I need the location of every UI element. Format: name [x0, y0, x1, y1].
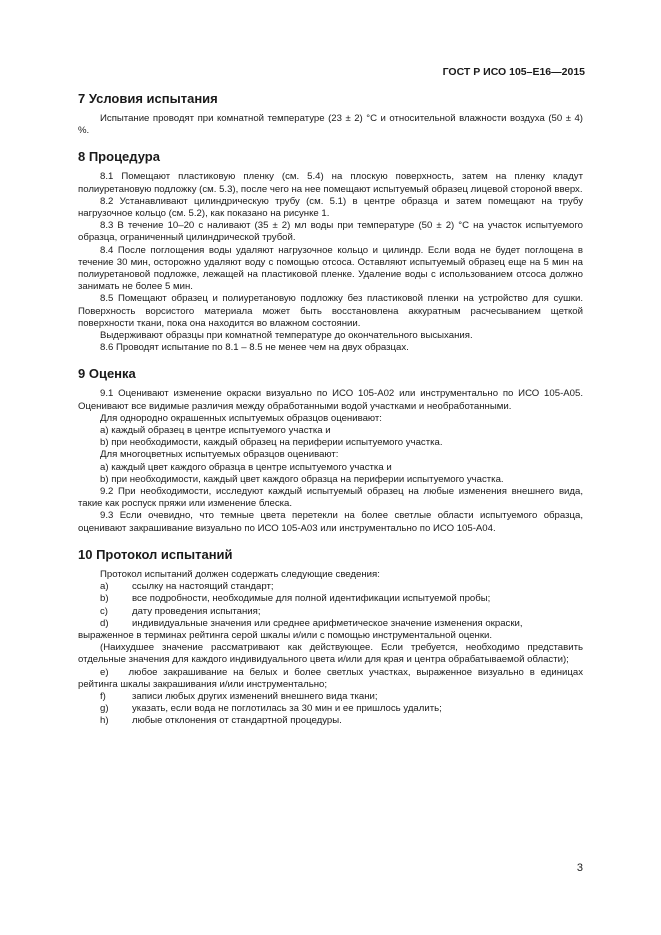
page-number: 3: [576, 862, 583, 874]
list-item: а) каждый образец в центре испытуемого участка и: [100, 425, 331, 437]
list-text: индивидуальные значения или среднее арифметическое значение изменения окраски,: [132, 617, 523, 629]
list-marker: g): [100, 703, 109, 715]
list-marker: f): [100, 690, 106, 702]
list-text: дату проведения испытания;: [132, 605, 261, 617]
paragraph: 9.1 Оценивают изменение окраски визуально по ИСО 105-A02 или инструментально по ИСО 105-A05. Оценивают все видимые различия между обработанными водой участками и необработанными.: [78, 388, 583, 412]
list-item: b) при необходимости, каждый цвет каждого образца на периферии испытуемого участка.: [100, 473, 504, 485]
paragraph: Протокол испытаний должен содержать следующие сведения:: [100, 568, 380, 580]
paragraph: 9.3 Если очевидно, что темные цвета перетекли на более светлые области испытуемого образца, оценивают закрашивание визуально по ИСО 105-A03 или инструментально по ИСО 105-A04.: [78, 510, 583, 534]
list-text: любые отклонения от стандартной процедуры.: [132, 715, 342, 727]
paragraph: 8.3 В течение 10–20 с наливают (35 ± 2) мл воды при температуре (50 ± 2) °C на участок испытуемого образца, ограниченный цилиндрической трубой.: [78, 220, 583, 244]
list-item: [100, 715, 583, 727]
document-body: [78, 85, 583, 728]
section-9-title: 9 Оценка: [78, 366, 136, 382]
paragraph: 8.6 Проводят испытание по 8.1 – 8.5 не менее чем на двух образцах.: [100, 342, 409, 354]
paragraph: 8.4 После поглощения воды удаляют нагрузочное кольцо и цилиндр. Если вода не будет поглощена в течение 30 мин, осторожно удаляют воду с помощью отсоса. Оставляют испытуемый образец еще на 5 мин на полиуретановой подложке, лежащей на пластиковой пленке. Удаление воды с использованием отсоса должно занимать не более 5 мин.: [78, 244, 583, 293]
list-item: [100, 691, 583, 703]
document-header: ГОСТ Р ИСО 105–E16—2015: [442, 66, 585, 78]
list-text: указать, если вода не поглотилась за 30 мин и ее пришлось удалить;: [132, 703, 442, 715]
list-marker: b): [100, 593, 109, 605]
list-item: [100, 618, 583, 630]
paragraph: Испытание проводят при комнатной температуре (23 ± 2) °C и относительной влажности воздуха (50 ± 4) %.: [78, 113, 583, 137]
list-item: а) каждый цвет каждого образца в центре испытуемого участка и: [100, 461, 392, 473]
list-marker: d): [100, 617, 109, 629]
paragraph: 8.5 Помещают образец и полиуретановую подложку без пластиковой пленки на устройство для сушки. Поверхность ворсистого материала может быть восстановлена аккуратным расчесыванием щеткой поверхности ткани, пока она находится во влажном состоянии.: [78, 293, 583, 329]
section-10-title: 10 Протокол испытаний: [78, 546, 233, 562]
list-item: [100, 606, 583, 618]
paragraph: 9.2 При необходимости, исследуют каждый испытуемый образец на любые изменения внешнего вида, такие как роспуск пряжи или изменение блеска.: [78, 486, 583, 510]
list-marker: c): [100, 605, 108, 617]
paragraph: Для однородно окрашенных испытуемых образцов оценивают:: [100, 412, 382, 424]
paragraph: Выдерживают образцы при комнатной температуре до окончательного высыхания.: [100, 330, 473, 342]
section-8-title: 8 Процедура: [78, 149, 160, 165]
list-item: [100, 703, 583, 715]
list-item: [100, 581, 583, 593]
list-marker: h): [100, 715, 109, 727]
list-item: b) при необходимости, каждый образец на периферии испытуемого участка.: [100, 437, 443, 449]
paragraph: 8.1 Помещают пластиковую пленку (см. 5.4) на плоскую поверхность, затем на пленку кладут полиуретановую подложку (см. 5.3), после чего на нее помещают испытуемый образец лицевой стороной вверх.: [78, 171, 583, 195]
list-item: [78, 667, 583, 691]
list-text: ссылку на настоящий стандарт;: [132, 581, 274, 593]
section-7-title: 7 Условия испытания: [78, 91, 218, 106]
paragraph: выраженное в терминах рейтинга серой шкалы и/или с помощью инструментальной оценки.: [78, 629, 493, 641]
paragraph: (Наихудшее значение рассматривают как действующее. Если требуется, необходимо представить отдельные значения для каждого индивидуального цвета и/или для края и центра обрабатываемой области);: [78, 642, 583, 666]
list-text: все подробности, необходимые для полной идентификации испытуемой пробы;: [132, 593, 491, 605]
paragraph: Для многоцветных испытуемых образцов оценивают:: [100, 449, 339, 461]
list-marker: a): [100, 581, 109, 593]
list-text: записи любых других изменений внешнего вида ткани;: [132, 690, 378, 702]
list-item: [100, 593, 583, 605]
list-marker: e): [100, 666, 109, 678]
list-text: любое закрашивание на белых и более светлых участках, выраженное визуально в единицах рейтинга шкалы закрашивания и/или инструментально;: [78, 666, 583, 690]
paragraph: 8.2 Устанавливают цилиндрическую трубу (см. 5.1) в центре образца и затем помещают на трубу нагрузочное кольцо (см. 5.2), как показано на рисунке 1.: [78, 195, 583, 220]
